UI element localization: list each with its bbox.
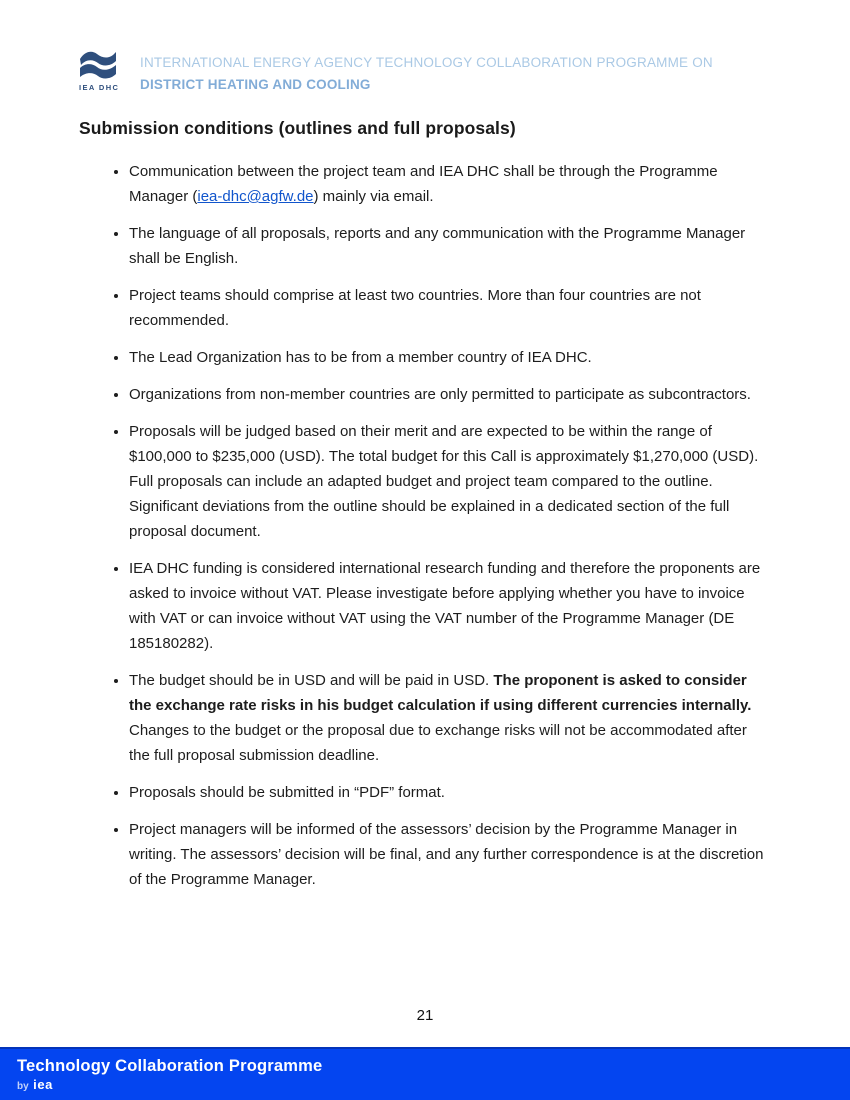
bullet-item bbox=[129, 382, 767, 407]
bullet-text: The budget should be in USD and will be paid in USD. bbox=[129, 672, 494, 689]
bullet-item bbox=[129, 668, 767, 768]
bullet-text: Communication between the project team and IEA DHC shall be through the Programme Manager ( bbox=[129, 163, 718, 205]
bullet-item bbox=[129, 159, 767, 209]
iea-dhc-logo-text: IEA DHC bbox=[79, 83, 120, 92]
footer-title: Technology Collaboration Programme bbox=[17, 1057, 323, 1075]
iea-dhc-logo-icon bbox=[79, 50, 117, 80]
footer-byline bbox=[17, 1078, 850, 1093]
header-text-block bbox=[140, 50, 713, 96]
document-header bbox=[79, 50, 713, 96]
bullet-text: The language of all proposals, reports and any communication with the Programme Manager shall be English. bbox=[129, 225, 746, 267]
bullet-text: Changes to the budget or the proposal due to exchange risks will not be accommodated after the full proposal submission deadline. bbox=[129, 722, 747, 764]
bullet-text: Organizations from non-member countries are only permitted to participate as subcontractors. bbox=[129, 386, 751, 403]
page-number: 21 bbox=[416, 1007, 434, 1024]
bullet-text-bold: The proponent is asked to consider the exchange rate risks in his budget calculation if using different currencies internally. bbox=[129, 672, 752, 714]
header-line-1: INTERNATIONAL ENERGY AGENCY TECHNOLOGY COLLABORATION PROGRAMME ON bbox=[140, 55, 713, 70]
email-link[interactable]: iea-dhc@agfw.de bbox=[197, 188, 314, 205]
bullet-item bbox=[129, 419, 767, 544]
bullet-text: ) mainly via email. bbox=[313, 188, 434, 205]
header-line-2: DISTRICT HEATING AND COOLING bbox=[140, 77, 371, 92]
bullet-item bbox=[129, 780, 767, 805]
iea-logo-text: iea bbox=[33, 1077, 53, 1092]
bullet-text: Project managers will be informed of the assessors’ decision by the Programme Manager in writing. The assessors’ decision will be final, and any further correspondence is at the discretion of the Programme Manager. bbox=[129, 821, 764, 888]
bullet-item bbox=[129, 345, 767, 370]
bullet-text: Project teams should comprise at least two countries. More than four countries are not recommended. bbox=[129, 287, 701, 329]
bullet-list bbox=[79, 159, 767, 904]
bullet-text: Proposals will be judged based on their merit and are expected to be within the range of $100,000 to $235,000 (USD). The total budget for this Call is approximately $1,270,000 (USD). Full proposals can include an adapted budget and project team compared to the outline. Significant deviations from the outline should be explained in a dedicated section of the full proposal document. bbox=[129, 423, 759, 540]
bullet-item bbox=[129, 283, 767, 333]
footer-bar bbox=[0, 1047, 850, 1100]
bullet-text: Proposals should be submitted in “PDF” format. bbox=[129, 784, 445, 801]
footer-by-label: by bbox=[17, 1081, 29, 1092]
bullet-text: The Lead Organization has to be from a member country of IEA DHC. bbox=[129, 349, 592, 366]
bullet-item bbox=[129, 817, 767, 892]
bullet-text: IEA DHC funding is considered international research funding and therefore the proponents are asked to invoice without VAT. Please investigate before applying whether you have to invoice with VAT or can invoice without VAT using the VAT number of the Programme Manager (DE 185180282). bbox=[129, 560, 761, 652]
bullet-item bbox=[129, 556, 767, 656]
page-title: Submission conditions (outlines and full proposals) bbox=[79, 118, 516, 138]
bullet-item bbox=[129, 221, 767, 271]
iea-dhc-logo bbox=[79, 50, 123, 92]
